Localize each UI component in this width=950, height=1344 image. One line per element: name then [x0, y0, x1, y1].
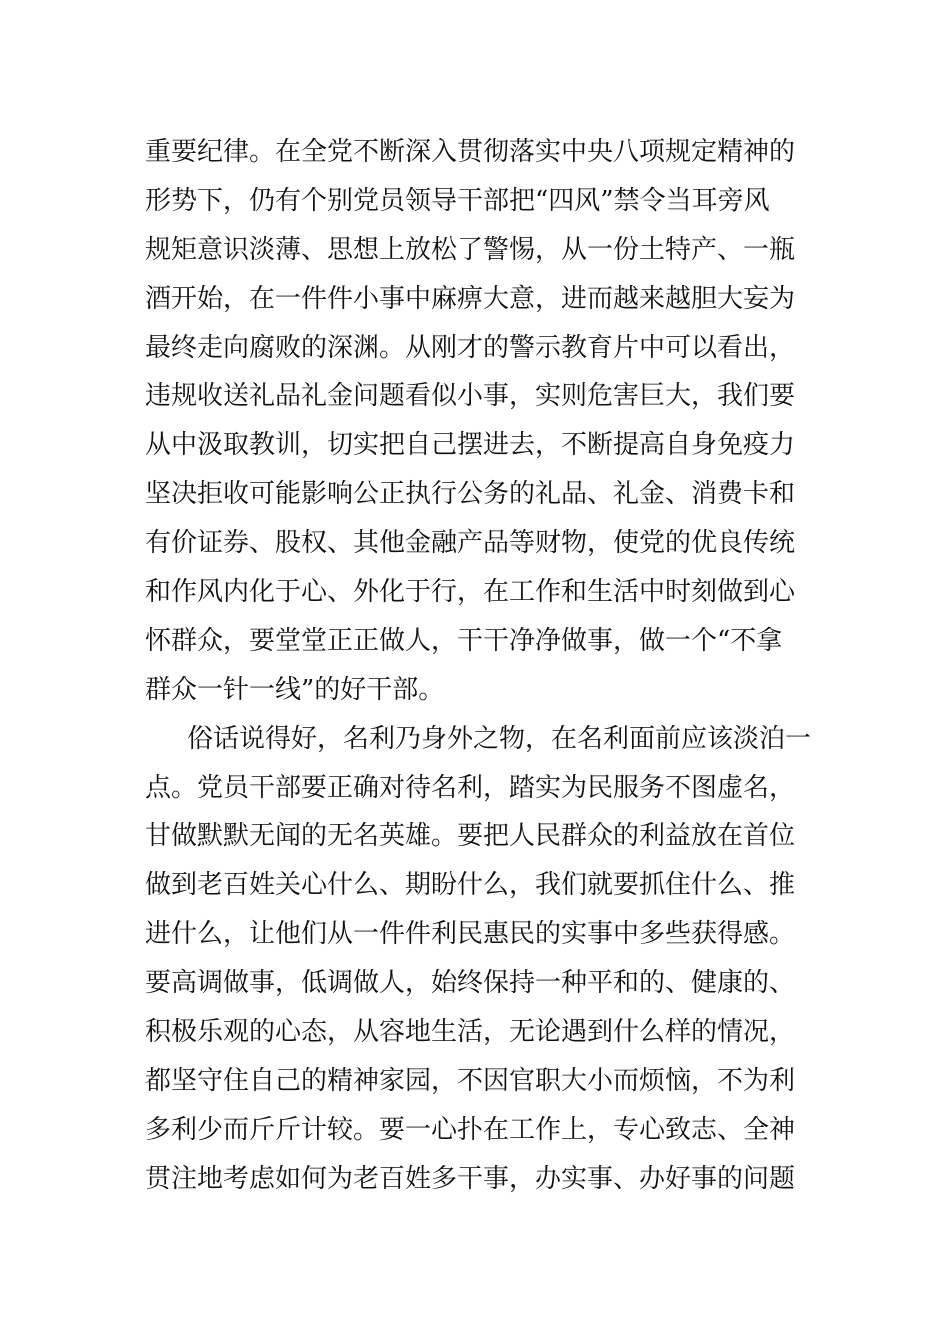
body-text [145, 128, 825, 1204]
text-line: 进什么，让他们从一件件利民惠民的实事中多些获得感。 [145, 919, 796, 950]
text-line: 酒开始，在一件件小事中麻痹大意，进而越来越胆大妄为 [145, 283, 796, 314]
text-line: 违规收送礼品礼金问题看似小事，实则危害巨大，我们要 [145, 381, 796, 412]
text-line: 积极乐观的心态，从容地生活，无论遇到什么样的情况， [145, 1017, 796, 1048]
text-line: 怀群众，要堂堂正正做人，干干净净做事，做一个“不拿 [145, 625, 783, 656]
text-line: 做到老百姓关心什么、期盼什么，我们就要抓住什么、推 [145, 870, 796, 901]
text-line: 规矩意识淡薄、思想上放松了警惕，从一份土特产、一瓶 [145, 234, 796, 265]
text-line: 群众一针一线”的好干部。 [145, 674, 445, 705]
text-line: 甘做默默无闻的无名英雄。要把人民群众的利益放在首位 [145, 821, 796, 852]
text-line: 贯注地考虑如何为老百姓多干事，办实事、办好事的问题 [145, 1163, 796, 1194]
text-line: 有价证券、股权、其他金融产品等财物，使党的优良传统 [145, 528, 796, 559]
text-line: 从中汲取教训，切实把自己摆进去，不断提高自身免疫力 [145, 430, 796, 461]
text-line: 形势下，仍有个别党员领导干部把“四风”禁令当耳旁风 [145, 185, 770, 216]
text-line: 最终走向腐败的深渊。从刚才的警示教育片中可以看出， [145, 332, 796, 363]
text-line: 多利少而斤斤计较。要一心扑在工作上，专心致志、全神 [145, 1114, 796, 1145]
text-line: 都坚守住自己的精神家园，不因官职大小而烦恼，不为利 [145, 1065, 796, 1096]
paragraph-start-line: 俗话说得好，名利乃身外之物，在名利面前应该淡泊一 [187, 723, 812, 754]
text-line: 坚决拒收可能影响公正执行公务的礼品、礼金、消费卡和 [145, 479, 796, 510]
text-line: 和作风内化于心、外化于行，在工作和生活中时刻做到心 [145, 577, 796, 608]
text-line: 重要纪律。在全党不断深入贯彻落实中央八项规定精神的 [145, 137, 796, 167]
text-line: 要高调做事，低调做人，始终保持一种平和的、健康的、 [145, 968, 796, 999]
text-line: 点。党员干部要正确对待名利，踏实为民服务不图虚名， [145, 772, 796, 803]
